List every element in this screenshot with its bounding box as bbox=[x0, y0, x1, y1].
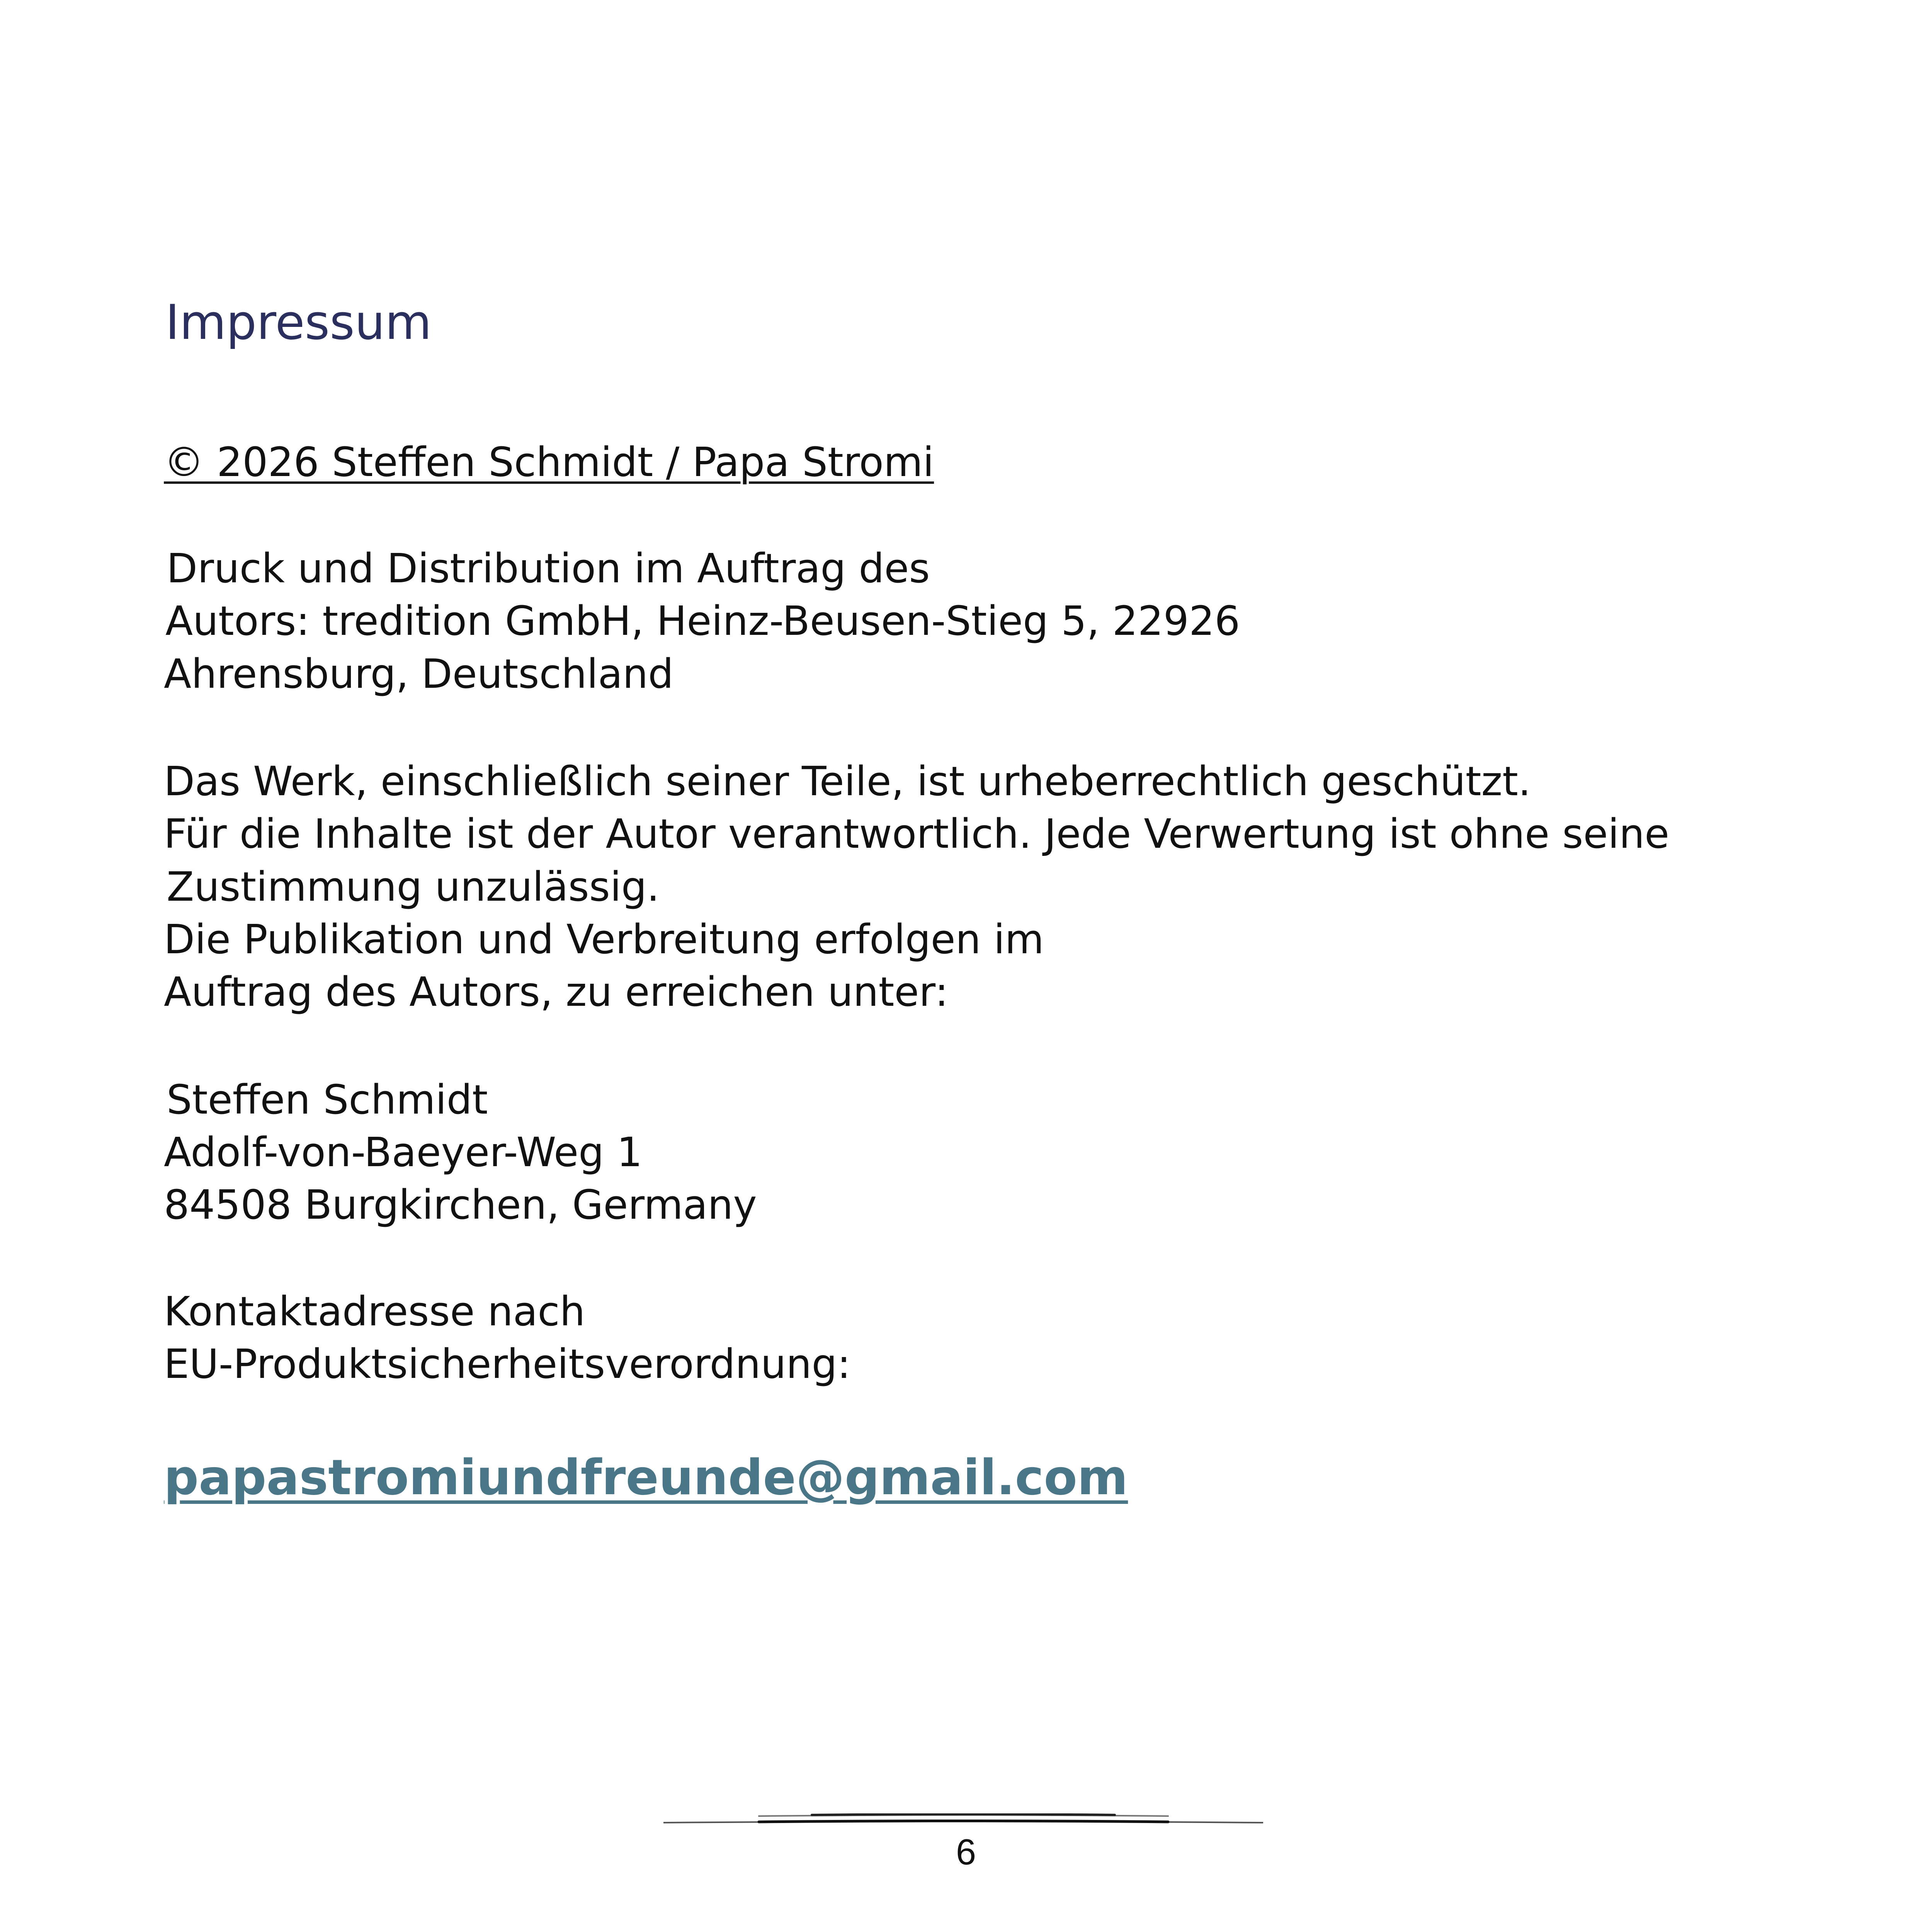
rights-line-1: Das Werk, einschließlich seiner Teile, ist urheberrechtlich geschützt. bbox=[164, 758, 1531, 805]
printing-line-2: Autors: tredition GmbH, Heinz-Beusen-Stieg 5, 22926 bbox=[165, 597, 1240, 645]
address-street: Adolf-von-Baeyer-Weg 1 bbox=[164, 1129, 643, 1176]
printing-line-3: Ahrensburg, Deutschland bbox=[164, 650, 674, 697]
copyright-notice: © 2026 Steffen Schmidt / Papa Stromi bbox=[164, 439, 934, 486]
contact-line-1: Kontaktadresse nach bbox=[164, 1288, 585, 1335]
printing-line-1: Druck und Distribution im Auftrag des bbox=[167, 545, 930, 592]
page-title: Impressum bbox=[165, 295, 432, 350]
email-link[interactable]: papastromiundfreunde@gmail.com bbox=[164, 1449, 1128, 1506]
page-number: 6 bbox=[956, 1832, 976, 1872]
rights-line-5: Auftrag des Autors, zu erreichen unter: bbox=[164, 968, 949, 1015]
rights-line-3: Zustimmung unzulässig. bbox=[167, 863, 660, 910]
address-city: 84508 Burgkirchen, Germany bbox=[164, 1181, 757, 1228]
address-name: Steffen Schmidt bbox=[167, 1076, 488, 1123]
rights-line-2: Für die Inhalte ist der Autor verantwortlich. Jede Verwertung ist ohne seine bbox=[164, 810, 1670, 857]
footer-divider bbox=[663, 1813, 1263, 1824]
rights-line-4: Die Publikation und Verbreitung erfolgen im bbox=[164, 916, 1044, 963]
contact-line-2: EU-Produktsicherheitsverordnung: bbox=[164, 1340, 851, 1388]
